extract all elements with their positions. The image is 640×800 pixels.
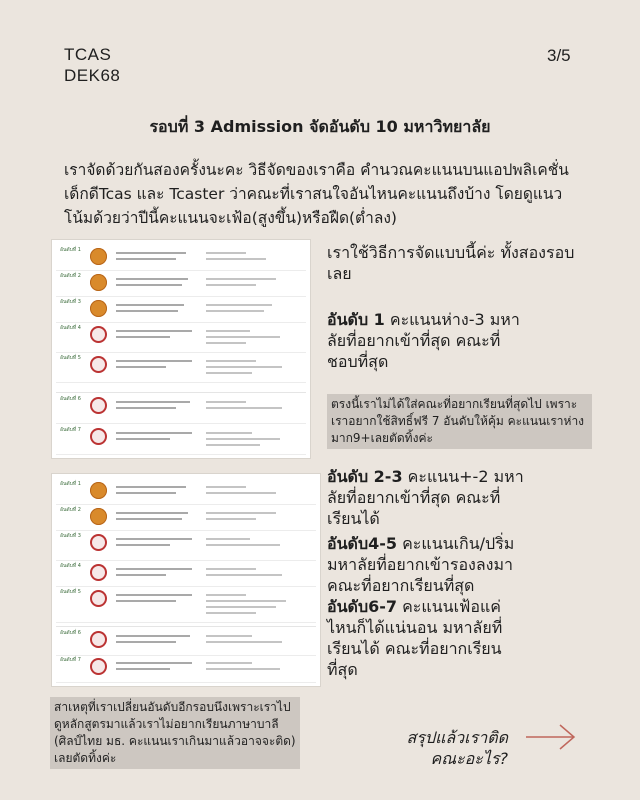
rank-label: อันดับที่ 5: [60, 589, 81, 595]
method-text: เราใช้วิธีการจัดแบบนี้ค่ะ ทั้งสองรอบเลย: [327, 243, 575, 283]
university-seal-icon: [90, 248, 107, 265]
rank23-text: คะแนน+-2 มหาลัยที่อยากเข้าที่สุด คณะที่เรียนได้: [327, 467, 524, 528]
ranking-row: [56, 560, 316, 587]
summary-teaser: [390, 727, 508, 769]
rank67-block: [327, 596, 527, 680]
rank1-text: คะแนนห่าง-3 มหาลัยที่อยากเข้าที่สุด คณะที่ชอบที่สุด: [327, 310, 520, 371]
rank-label: อันดับที่ 4: [60, 325, 81, 331]
ranking-row: [56, 626, 316, 656]
rank-label: อันดับที่ 3: [60, 533, 81, 539]
rank23-label: อันดับ 2-3: [327, 467, 403, 486]
rank-label: อันดับที่ 2: [60, 273, 81, 279]
rank45-label: อันดับ4-5: [327, 534, 397, 553]
rank-label: อันดับที่ 1: [60, 247, 81, 253]
summary-line2: คณะอะไร?: [430, 749, 508, 768]
rank-label: อันดับที่ 1: [60, 481, 81, 487]
rank-label: อันดับที่ 7: [60, 657, 81, 663]
ranking-row: [56, 322, 306, 353]
summary-line1: สรุปแล้วเราติด: [406, 728, 508, 747]
ranking-row: [56, 424, 306, 455]
ranking-row: [56, 530, 316, 561]
university-seal-icon: [90, 590, 107, 607]
ranking-row: [56, 504, 316, 531]
rank1-label: อันดับ 1: [327, 310, 385, 329]
brand-line2: DEK68: [64, 66, 121, 85]
university-seal-icon: [90, 356, 107, 373]
ranking-row: [56, 478, 316, 505]
rank-label: อันดับที่ 7: [60, 427, 81, 433]
ranking-screenshot-1: [52, 240, 310, 458]
page-indicator: 3/5: [547, 46, 571, 65]
ranking-row: [56, 296, 306, 323]
university-seal-icon: [90, 428, 107, 445]
ranking-screenshot-2: [52, 474, 320, 686]
rank45-block: [327, 533, 527, 596]
ranking-row: [56, 244, 306, 271]
rank-label: อันดับที่ 6: [60, 630, 81, 636]
rank-label: อันดับที่ 2: [60, 507, 81, 513]
rank67-text: คะแนนเฟ้อแค่ไหนก็ได้แน่นอน มหาลัยที่เรียนได้ คณะที่อยากเรียนที่สุด: [327, 597, 503, 679]
brand: [64, 44, 120, 86]
page-title: รอบที่ 3 Admission จัดอันดับ 10 มหาวิทยาลัย: [149, 117, 491, 136]
ranking-row: [56, 352, 306, 383]
ranking-row: [56, 586, 316, 623]
intro-paragraph: เราจัดด้วยกันสองครั้งนะคะ วิธีจัดของเราคือ คำนวณคะแนนบนแอปพลิเคชั่น เด็กดีTcas และ Tcaster ว่าคณะที่เราสนใจอันไหนคะแนนถึงบ้าง โดยดูแนวโน้มด้วยว่าปีนี้คะแนนจะเฟ้อ(สูงขึ้น)หรือฝืด(ต่ำลง): [64, 161, 569, 227]
rank23-block: [327, 466, 527, 529]
university-seal-icon: [90, 300, 107, 317]
rank1-block: [327, 309, 527, 372]
ranking-row: [56, 270, 306, 297]
ranking-row: [56, 392, 306, 424]
rank-label: อันดับที่ 4: [60, 563, 81, 569]
university-seal-icon: [90, 274, 107, 291]
university-seal-icon: [90, 326, 107, 343]
rank-label: อันดับที่ 6: [60, 396, 81, 402]
ranking-row: [56, 654, 316, 683]
university-seal-icon: [90, 508, 107, 525]
university-seal-icon: [90, 658, 107, 675]
rank67-label: อันดับ6-7: [327, 597, 397, 616]
bottom-note: สาเหตุที่เราเปลี่ยนอันดับอีกรอบนึงเพราะเราไปดูหลักสูตรมาแล้วเราไม่อยากเรียนภาษาบาลี (ศิลป์ไทย มธ. คะแนนเราเกินมาแล้วอาจจะติด) เลยตัดทิ้งค่ะ: [50, 697, 300, 769]
rank-label: อันดับที่ 3: [60, 299, 81, 305]
rank-label: อันดับที่ 5: [60, 355, 81, 361]
rank45-text: คะแนนเกิน/ปริ่ม มหาลัยที่อยากเข้ารองลงมา คณะที่อยากเรียนที่สุด: [327, 534, 515, 595]
university-seal-icon: [90, 534, 107, 551]
university-seal-icon: [90, 397, 107, 414]
university-seal-icon: [90, 631, 107, 648]
university-seal-icon: [90, 482, 107, 499]
rank1-note: ตรงนี้เราไม่ได้ใส่คณะที่อยากเรียนที่สุดไป เพราะเราอยากใช้สิทธิ์ฟรี 7 อันดับให้คุ้ม คะแนนเราห่างมาก9+เลยตัดทิ้งค่ะ: [327, 394, 592, 449]
brand-line1: TCAS: [64, 45, 112, 64]
arrow-right-icon[interactable]: [524, 722, 578, 752]
university-seal-icon: [90, 564, 107, 581]
